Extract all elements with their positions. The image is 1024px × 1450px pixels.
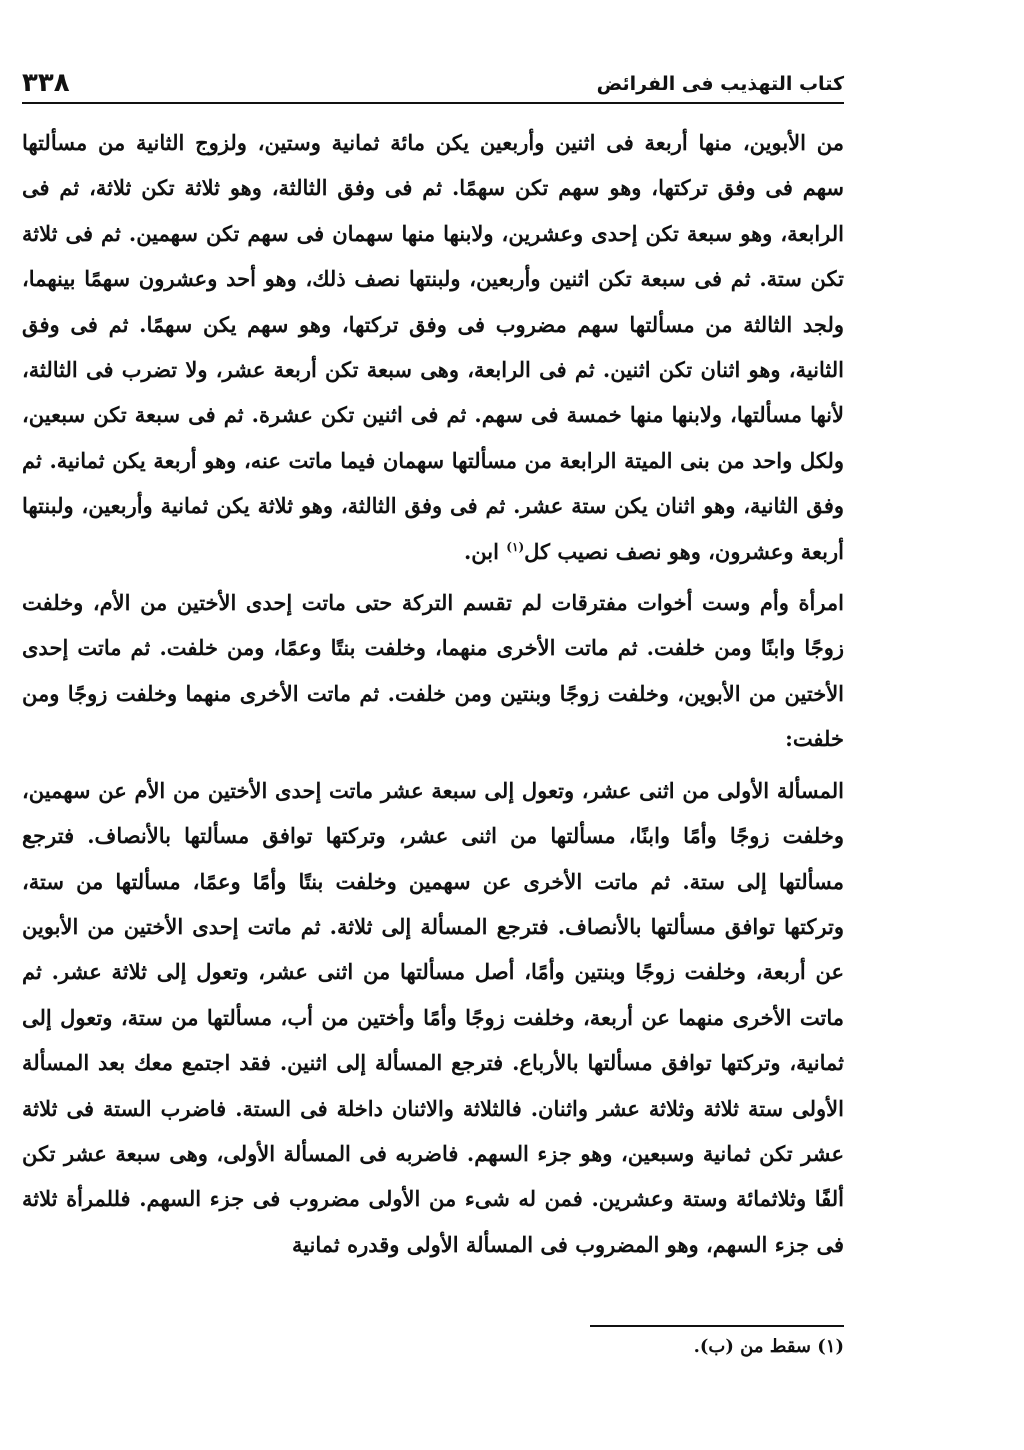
main-text: [22, 120, 844, 1267]
paragraph-1-end: ابن.: [464, 538, 507, 564]
footnote: (١) سقط من (ب).: [693, 1336, 844, 1357]
footnote-divider: [590, 1325, 844, 1327]
book-title: كتاب التهذيب فى الفرائض: [596, 73, 844, 95]
running-header: [22, 60, 844, 104]
paragraph-3: المسألة الأولى من اثنى عشر، وتعول إلى سبعة عشر ماتت إحدى الأختين من الأم عن سهمين، وخلفت زوجًا وأمًا وابنًا، مسألتها من اثنى عشر، وتركتها توافق مسألتها بالأنصاف. فترجع مسألتها إلى ستة. ثم ماتت الأخرى عن سهمين وخلفت بنتًا وأمًا وعمًا، مسألتها من ستة، وتركتها توافق مسألتها بالأنصاف. فترجع المسألة إلى ثلاثة. ثم ماتت إحدى الأختين من الأبوين عن أربعة، وخلفت زوجًا وبنتين وأمًا، أصل مسألتها من اثنى عشر، وتعول إلى ثلاثة عشر. ثم ماتت الأخرى منهما عن أربعة، وخلفت زوجًا وأمًا وأختين من أب، مسألتها من ستة، وتعول إلى ثمانية، وتركتها توافق مسألتها بالأرباع. فترجع المسألة إلى اثنين. فقد اجتمع معك بعد المسألة الأولى ستة ثلاثة وثلاثة عشر واثنان. فالثلاثة والاثنان داخلة فى الستة. فاضرب الستة فى ثلاثة عشر تكن ثمانية وسبعين، وهو جزء السهم. فاضربه فى المسألة الأولى، وهى سبعة عشر تكن ألفًا وثلاثمائة وستة وعشرين. فمن له شىء من الأولى مضروب فى جزء السهم. فللمرأة ثلاثة فى جزء السهم، وهو المضروب فى المسألة الأولى وقدره ثمانية: [22, 777, 844, 1257]
paragraph-2: امرأة وأم وست أخوات مفترقات لم تقسم التركة حتى ماتت إحدى الأختين من الأم، وخلفت زوجًا وابنًا ومن خلفت. ثم ماتت الأخرى منهما، وخلفت بنتًا وعمًا، ومن خلفت. ثم ماتت إحدى الأختين من الأبوين، وخلفت زوجًا وبنتين ومن خلفت. ثم ماتت الأخرى منهما وخلفت زوجًا ومن خلفت:: [22, 590, 845, 752]
paragraph-1-text: من الأبوين، منها أربعة فى اثنين وأربعين يكن مائة ثمانية وستين، ولزوج الثانية من مسألتها سهم فى وفق تركتها، وهو سهم تكن سهمًا. ثم فى وفق الثالثة، وهو ثلاثة تكن ثلاثة، ثم فى الرابعة، وهو سبعة تكن إحدى وعشرين، ولابنها منها سهمان فى سهم تكن سهمين. ثم فى ثلاثة تكن ستة. ثم فى سبعة تكن اثنين وأربعين، ولبنتها نصف ذلك، وهو أحد وعشرون سهمًا بينهما، ولجد الثالثة من مسألتها سهم مضروب فى وفق تركتها، وهو سهم يكن سهمًا. ثم فى وفق الثانية، وهو اثنان تكن اثنين. ثم فى الرابعة، وهى سبعة تكن أربعة عشر، ولا تضرب فى الثالثة، لأنها مسألتها، ولابنها منها خمسة فى سهم. ثم فى اثنين تكن عشرة. ثم فى سبعة تكن سبعين، ولكل واحد من بنى الميتة الرابعة من مسألتها سهمان فيما ماتت عنه، وهو أربعة يكن ثمانية. ثم وفق الثانية، وهو اثنان يكن ستة عشر. ثم فى وفق الثالثة، وهو ثلاثة يكن ثمانية وأربعين، ولبنتها أربعة وعشرون، وهو نصف نصيب كل: [22, 130, 844, 564]
page-number: ٣٣٨: [22, 68, 70, 98]
footnote-reference-mark: (١): [506, 539, 525, 554]
paragraph-1: [22, 120, 844, 574]
